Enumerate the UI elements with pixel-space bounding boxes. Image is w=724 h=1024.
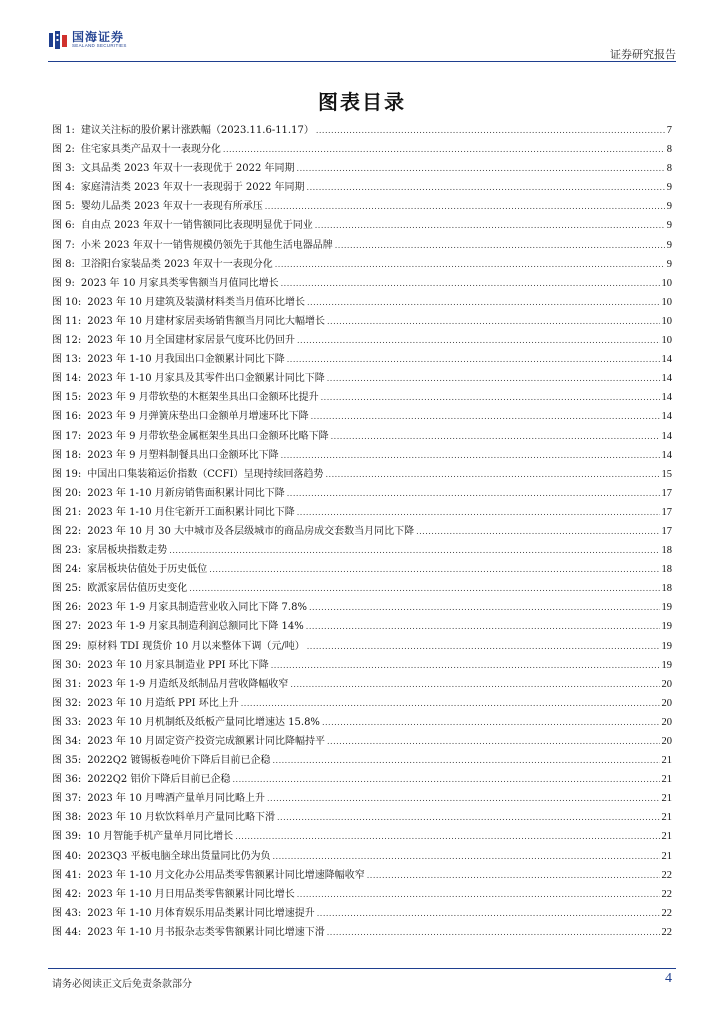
toc-figure-title: 文具品类 2023 年双十一表现优于 2022 年同期 xyxy=(80,163,295,175)
toc-entry[interactable] xyxy=(52,789,672,808)
toc-entry[interactable] xyxy=(52,484,672,503)
toc-page-number: 9 xyxy=(666,258,672,270)
toc-entry[interactable] xyxy=(52,675,672,694)
toc-entry[interactable] xyxy=(52,751,672,770)
toc-entry[interactable] xyxy=(52,923,672,942)
toc-entry[interactable] xyxy=(52,159,672,178)
toc-leader-dots xyxy=(321,393,660,402)
toc-page-number: 17 xyxy=(661,487,672,499)
toc-leader-dots xyxy=(232,775,659,784)
toc-page-number: 22 xyxy=(661,926,672,938)
toc-figure-number: 图 36: xyxy=(52,774,82,786)
toc-leader-dots xyxy=(272,756,659,765)
toc-figure-number: 图 6: xyxy=(52,220,75,232)
toc-entry[interactable] xyxy=(52,598,672,617)
toc-leader-dots xyxy=(367,871,660,880)
toc-entry[interactable] xyxy=(52,121,672,140)
header-divider xyxy=(48,61,676,62)
toc-page-number: 8 xyxy=(666,144,672,156)
toc-page-number: 19 xyxy=(661,602,672,614)
toc-leader-dots xyxy=(297,336,660,345)
toc-page-number: 14 xyxy=(661,430,672,442)
toc-leader-dots xyxy=(307,642,660,651)
page-number: 4 xyxy=(665,971,672,986)
toc-page-number: 21 xyxy=(661,812,672,824)
toc-entry[interactable] xyxy=(52,369,672,388)
toc-figure-title: 2023 年 1-10 月我国出口金额累计同比下降 xyxy=(87,354,285,366)
toc-leader-dots xyxy=(287,355,660,364)
toc-figure-title: 2023 年 10 月软饮料单月产量同比略下滑 xyxy=(87,812,275,824)
toc-figure-title: 2023 年 1-9 月家具制造利润总额同比下降 14% xyxy=(87,621,304,633)
toc-figure-number: 图 44: xyxy=(52,926,82,938)
toc-figure-title: 家居板块估值处于历史低位 xyxy=(87,564,208,576)
toc-entry[interactable] xyxy=(52,178,672,197)
toc-entry[interactable] xyxy=(52,904,672,923)
toc-figure-title: 2023 年 1-10 月体育娱乐用品类累计同比增速提升 xyxy=(87,907,315,919)
toc-entry[interactable] xyxy=(52,617,672,636)
toc-entry[interactable] xyxy=(52,140,672,159)
toc-leader-dots xyxy=(267,794,660,803)
toc-page-number: 9 xyxy=(666,220,672,232)
logo-chinese-name: 国海证券 xyxy=(72,30,125,45)
toc-figure-title: 2022Q2 铝价下降后目前已企稳 xyxy=(87,774,231,786)
toc-figure-number: 图 26: xyxy=(52,602,82,614)
toc-page-number: 21 xyxy=(661,850,672,862)
logo-english-name: SEALAND SECURITIES xyxy=(72,43,127,49)
toc-leader-dots xyxy=(307,298,660,307)
toc-page-number: 20 xyxy=(661,697,672,709)
toc-figure-title: 住宅家具类产品双十一表现分化 xyxy=(80,144,221,156)
toc-page-number: 9 xyxy=(666,201,672,213)
toc-leader-dots xyxy=(307,183,665,192)
toc-leader-dots xyxy=(311,412,660,421)
toc-page-number: 22 xyxy=(661,888,672,900)
toc-figure-number: 图 1: xyxy=(52,125,75,136)
toc-figure-number: 图 15: xyxy=(52,392,82,404)
toc-figure-number: 图 29: xyxy=(52,640,82,652)
toc-leader-dots xyxy=(290,680,659,689)
toc-figure-number: 图 2: xyxy=(52,144,75,156)
toc-figure-title: 2023 年 10 月造纸 PPI 环比上升 xyxy=(87,697,239,709)
toc-leader-dots xyxy=(169,546,659,555)
toc-figure-number: 图 22: xyxy=(52,525,82,537)
toc-figure-title: 2023 年 9 月带软垫金属框架坐具出口金额环比略下降 xyxy=(87,430,329,442)
toc-figure-title: 2023 年 1-10 月文化办公用品类零售额累计同比增速降幅收窄 xyxy=(87,869,365,881)
toc-leader-dots xyxy=(297,890,660,899)
toc-figure-number: 图 43: xyxy=(52,907,82,919)
toc-figure-title: 2023 年 10 月 30 大中城市及各层级城市的商品房成交套数当月同比下降 xyxy=(87,525,415,537)
toc-entry[interactable] xyxy=(52,255,672,274)
sealand-logo-icon xyxy=(48,30,68,50)
toc-entry[interactable] xyxy=(52,560,672,579)
toc-figure-title: 2023 年 1-9 月家具制造营业收入同比下降 7.8% xyxy=(87,602,307,614)
toc-figure-title: 原材料 TDI 现货价 10 月以来整体下调（元/吨） xyxy=(87,640,305,652)
toc-page-number: 19 xyxy=(661,640,672,652)
toc-page-number: 9 xyxy=(666,239,672,251)
toc-figure-number: 图 38: xyxy=(52,812,82,824)
toc-figure-title: 2023 年 10 月家具类零售额当月值同比增长 xyxy=(80,277,279,289)
toc-leader-dots xyxy=(241,699,660,708)
toc-figure-title: 婴幼儿品类 2023 年双十一表现有所承压 xyxy=(80,201,263,213)
toc-figure-title: 自由点 2023 年双十一销售额同比表现明显优于同业 xyxy=(80,220,313,232)
toc-entry[interactable] xyxy=(52,465,672,484)
toc-leader-dots xyxy=(235,832,659,841)
toc-figure-number: 图 25: xyxy=(52,583,82,595)
toc-entry[interactable] xyxy=(52,216,672,235)
toc-figure-number: 图 10: xyxy=(52,296,82,308)
toc-leader-dots xyxy=(317,909,660,918)
toc-entry[interactable] xyxy=(52,713,672,732)
toc-figure-number: 图 18: xyxy=(52,449,82,461)
toc-page-number: 21 xyxy=(661,793,672,805)
toc-entry[interactable] xyxy=(52,427,672,446)
toc-page-number: 15 xyxy=(661,468,672,480)
toc-leader-dots xyxy=(327,928,660,937)
toc-entry[interactable] xyxy=(52,541,672,560)
company-logo xyxy=(48,28,127,52)
toc-page-number: 18 xyxy=(661,583,672,595)
toc-figure-number: 图 23: xyxy=(52,545,82,557)
toc-figure-number: 图 17: xyxy=(52,430,82,442)
toc-figure-number: 图 11: xyxy=(52,315,82,327)
toc-figure-number: 图 37: xyxy=(52,793,82,805)
toc-page-number: 8 xyxy=(666,163,672,175)
toc-entry[interactable] xyxy=(52,274,672,293)
toc-leader-dots xyxy=(416,527,659,536)
toc-figure-number: 图 16: xyxy=(52,411,82,423)
toc-figure-number: 图 35: xyxy=(52,755,82,767)
toc-figure-number: 图 12: xyxy=(52,335,82,347)
toc-figure-number: 图 21: xyxy=(52,506,82,518)
toc-figure-number: 图 33: xyxy=(52,716,82,728)
toc-leader-dots xyxy=(297,508,660,517)
toc-figure-number: 图 14: xyxy=(52,373,82,385)
page-header xyxy=(48,28,676,64)
toc-leader-dots xyxy=(316,126,665,135)
toc-figure-title: 建议关注标的股价累计涨跌幅（2023.11.6-11.17） xyxy=(80,125,314,136)
toc-figure-number: 图 27: xyxy=(52,621,82,633)
toc-leader-dots xyxy=(275,260,665,269)
toc-entry[interactable] xyxy=(52,293,672,312)
toc-figure-title: 2023 年 1-10 月家具及其零件出口金额累计同比下降 xyxy=(87,373,325,385)
toc-page-number: 14 xyxy=(661,373,672,385)
toc-figure-title: 2023 年 1-10 月新房销售面积累计同比下降 xyxy=(87,487,285,499)
toc-figure-number: 图 40: xyxy=(52,850,82,862)
toc-page-number: 18 xyxy=(661,564,672,576)
toc-entry[interactable] xyxy=(52,236,672,255)
toc-figure-title: 2023 年 9 月弹簧床垫出口金额单月增速环比下降 xyxy=(87,411,309,423)
toc-page-number: 22 xyxy=(661,869,672,881)
toc-figure-number: 图 7: xyxy=(52,239,75,251)
toc-page-number: 19 xyxy=(661,621,672,633)
toc-figure-title: 2023 年 1-10 月日用品类零售额累计同比增长 xyxy=(87,888,295,900)
toc-leader-dots xyxy=(287,489,660,498)
toc-leader-dots xyxy=(265,202,665,211)
toc-entry[interactable] xyxy=(52,732,672,751)
toc-figure-title: 2023 年 10 月建筑及装潢材料类当月值环比增长 xyxy=(87,296,305,308)
figure-table-of-contents xyxy=(52,121,672,942)
toc-page-number: 22 xyxy=(661,907,672,919)
toc-entry[interactable] xyxy=(52,312,672,331)
toc-entry[interactable] xyxy=(52,331,672,350)
toc-figure-title: 2023 年 10 月固定资产投资完成额累计同比降幅持平 xyxy=(87,736,325,747)
toc-figure-number: 图 31: xyxy=(52,678,82,690)
toc-figure-number: 图 9: xyxy=(52,277,75,289)
toc-page-number: 14 xyxy=(661,411,672,423)
toc-figure-number: 图 30: xyxy=(52,659,82,671)
toc-figure-number: 图 41: xyxy=(52,869,82,881)
toc-page-number: 9 xyxy=(666,182,672,194)
page-title: 图表目录 xyxy=(318,90,406,114)
toc-page-number: 20 xyxy=(661,678,672,690)
toc-leader-dots xyxy=(272,852,659,861)
toc-figure-number: 图 39: xyxy=(52,831,82,843)
toc-page-number: 17 xyxy=(661,506,672,518)
toc-figure-number: 图 34: xyxy=(52,736,82,747)
toc-entry[interactable] xyxy=(52,847,672,866)
toc-figure-title: 中国出口集装箱运价指数（CCFI）呈现持续回落趋势 xyxy=(87,468,324,480)
toc-page-number: 10 xyxy=(661,296,672,308)
toc-figure-title: 2022Q2 镀锡板卷吨价下降后目前已企稳 xyxy=(87,755,271,767)
toc-page-number: 14 xyxy=(661,354,672,366)
toc-figure-number: 图 42: xyxy=(52,888,82,900)
toc-page-number: 20 xyxy=(661,716,672,728)
toc-page-number: 10 xyxy=(661,335,672,347)
toc-figure-title: 2023 年 10 月建材家居卖场销售额当月同比大幅增长 xyxy=(87,315,325,327)
toc-figure-title: 2023 年 10 月机制纸及纸板产量同比增速达 15.8% xyxy=(87,716,320,728)
toc-leader-dots xyxy=(331,432,660,441)
toc-figure-title: 2023 年 10 月全国建材家居景气度环比仍回升 xyxy=(87,335,295,347)
toc-entry[interactable] xyxy=(52,407,672,426)
toc-page-number: 18 xyxy=(661,545,672,557)
toc-figure-title: 家庭清洁类 2023 年双十一表现弱于 2022 年同期 xyxy=(80,182,305,194)
toc-leader-dots xyxy=(277,813,660,822)
report-type-label: 证券研究报告 xyxy=(610,48,676,61)
toc-leader-dots xyxy=(327,737,660,746)
toc-leader-dots xyxy=(309,603,660,612)
toc-entry[interactable] xyxy=(52,197,672,216)
toc-entry[interactable] xyxy=(52,656,672,675)
toc-entry[interactable] xyxy=(52,827,672,846)
toc-page-number: 20 xyxy=(661,736,672,747)
toc-page-number: 19 xyxy=(661,659,672,671)
toc-figure-title: 2023 年 9 月塑料制餐具出口金额环比下降 xyxy=(87,449,279,461)
toc-entry[interactable] xyxy=(52,388,672,407)
toc-entry[interactable] xyxy=(52,579,672,598)
footer-divider xyxy=(48,968,676,969)
toc-entry[interactable] xyxy=(52,350,672,369)
toc-entry[interactable] xyxy=(52,808,672,827)
toc-leader-dots xyxy=(271,661,660,670)
toc-entry[interactable] xyxy=(52,522,672,541)
toc-leader-dots xyxy=(281,451,660,460)
disclaimer-note: 请务必阅读正文后免责条款部分 xyxy=(52,979,192,990)
toc-figure-number: 图 3: xyxy=(52,163,75,175)
toc-leader-dots xyxy=(306,622,660,631)
toc-figure-title: 小米 2023 年双十一销售规模仍领先于其他生活电器品牌 xyxy=(80,239,333,251)
toc-entry[interactable] xyxy=(52,694,672,713)
toc-entry[interactable] xyxy=(52,637,672,656)
toc-leader-dots xyxy=(327,374,660,383)
toc-figure-title: 卫浴阳台家装品类 2023 年双十一表现分化 xyxy=(80,258,273,270)
toc-figure-title: 2023Q3 平板电脑全球出货量同比仍为负 xyxy=(87,850,271,862)
toc-leader-dots xyxy=(189,584,659,593)
toc-figure-number: 图 32: xyxy=(52,697,82,709)
toc-page-number: 21 xyxy=(661,831,672,843)
toc-entry[interactable] xyxy=(52,770,672,789)
toc-figure-title: 2023 年 1-10 月住宅新开工面积累计同比下降 xyxy=(87,506,295,518)
toc-leader-dots xyxy=(335,241,665,250)
toc-figure-title: 2023 年 1-10 月书报杂志类零售额累计同比增速下滑 xyxy=(87,926,325,938)
toc-figure-title: 2023 年 10 月家具制造业 PPI 环比下降 xyxy=(87,659,269,671)
toc-figure-title: 2023 年 10 月啤酒产量单月同比略上升 xyxy=(87,793,265,805)
toc-figure-number: 图 24: xyxy=(52,564,82,576)
toc-page-number: 10 xyxy=(661,277,672,289)
toc-figure-title: 2023 年 9 月带软垫的木框架坐具出口金额环比提升 xyxy=(87,392,319,404)
toc-leader-dots xyxy=(223,145,665,154)
toc-leader-dots xyxy=(325,470,659,479)
toc-figure-title: 2023 年 1-9 月造纸及纸制品月营收降幅收窄 xyxy=(87,678,289,690)
toc-figure-title: 家居板块指数走势 xyxy=(87,545,168,557)
toc-leader-dots xyxy=(297,164,665,173)
toc-leader-dots xyxy=(327,317,660,326)
toc-figure-title: 10 月智能手机产量单月同比增长 xyxy=(87,831,234,843)
toc-figure-number: 图 8: xyxy=(52,258,75,270)
toc-page-number: 21 xyxy=(661,755,672,767)
toc-page-number: 14 xyxy=(661,449,672,461)
toc-figure-number: 图 5: xyxy=(52,201,75,213)
toc-figure-number: 图 13: xyxy=(52,354,82,366)
toc-entry[interactable] xyxy=(52,866,672,885)
toc-figure-number: 图 4: xyxy=(52,182,75,194)
toc-leader-dots xyxy=(209,565,659,574)
toc-page-number: 7 xyxy=(666,125,672,136)
toc-leader-dots xyxy=(281,279,660,288)
toc-page-number: 10 xyxy=(661,315,672,327)
toc-page-number: 21 xyxy=(661,774,672,786)
toc-figure-title: 欧派家居估值历史变化 xyxy=(87,583,188,595)
toc-figure-number: 图 19: xyxy=(52,468,82,480)
toc-figure-number: 图 20: xyxy=(52,487,82,499)
toc-entry[interactable] xyxy=(52,503,672,522)
toc-leader-dots xyxy=(315,221,665,230)
toc-leader-dots xyxy=(322,718,660,727)
toc-page-number: 14 xyxy=(661,392,672,404)
toc-page-number: 17 xyxy=(661,525,672,537)
toc-entry[interactable] xyxy=(52,446,672,465)
toc-entry[interactable] xyxy=(52,885,672,904)
